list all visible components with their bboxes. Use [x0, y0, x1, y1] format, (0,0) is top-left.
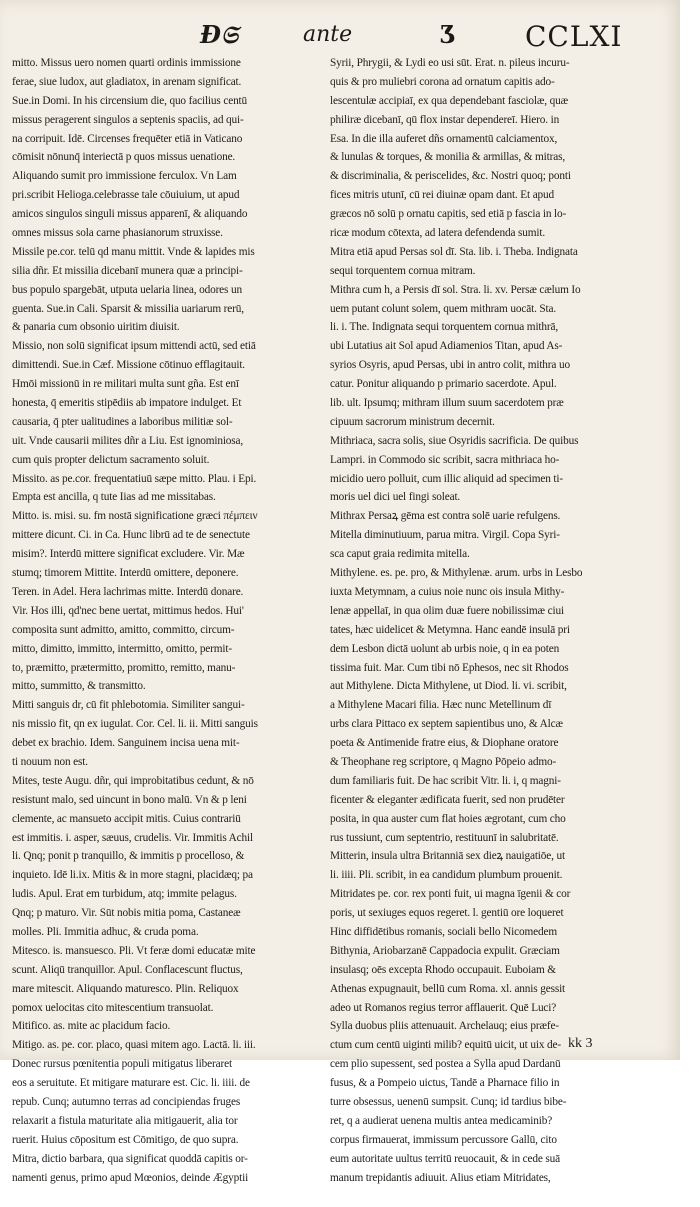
text-line: rus tussiunt, cum septentrio, restituunī in salubritatē. [330, 831, 559, 844]
text-line: bus populo spargebāt, utputa uelaria linea, odores un [12, 283, 242, 296]
text-line: eum autoritate uultus territū reuocauit, & in cede suā [330, 1152, 560, 1165]
text-line: ti nouum non est. [12, 755, 88, 768]
text-line: posita, in qua auster cum flat hoies ægrotant, cum cho [330, 812, 566, 825]
signature-mark: kk 3 [568, 1036, 593, 1051]
text-line: quis & pro muliebri corona ad ornatum capitis ado- [330, 75, 555, 88]
text-line: Mitra, dictio barbara, qua significat quoddā capitis or- [12, 1152, 248, 1165]
text-line: tates, hæc uidelicet & Metymna. Hanc eandē insulā pri [330, 623, 570, 636]
text-line: Mitigo. as. pe. cor. placo, quasi mitem ago. Lactā. li. iii. [12, 1039, 256, 1052]
text-line: dimittendi. Sue.in Cæf. Missione cōtinuo efflagitauit. [12, 359, 245, 372]
text-line: Qnq; p maturo. Vir. Sūt nobis mitia poma, Castaneæ [12, 907, 241, 920]
text-line: cum quis propter delictum sacramento soluit. [12, 453, 210, 466]
text-line: Syrii, Phrygii, & Lydi eo usi sūt. Erat. n. pileus incuru- [330, 57, 570, 69]
text-line: dem Lesbon dictā uolunt ab urbis noie, q in ea poten [330, 642, 560, 655]
text-line: Esa. In die illa auferet dñs ornamentū calciamentox, [330, 132, 558, 145]
text-line: Mitterin, insula ultra Britanniā sex dieꝝ nauigatiōe, ut [330, 850, 565, 863]
text-line: Mithylene. es. pe. pro, & Mithylenæ. arum. urbs in Lesbo [330, 567, 583, 580]
text-line: Mitella diminutiuum, parua mitra. Virgil. Copa Syri- [330, 529, 560, 542]
text-line: Mithrax Persaꝝ gēma est contra solē uarie refulgens. [330, 510, 561, 523]
text-line: li. iiii. Pli. scribit, in ea candidum plumbum prouenit. [330, 869, 563, 882]
text-line: cōmisit nōnunq̄ interiectā p quos missus uenatione. [12, 151, 236, 164]
text-line: poris, ut sexiuges equos regeret. l. gentiū ore loqueret [330, 907, 564, 920]
text-line: Missito. as pe.cor. frequentatiuū sæpe mitto. Plau. i Epi. [12, 472, 257, 485]
text-line: resistunt malo, sed uincunt in bono malū. Vn & p leni [12, 793, 247, 806]
text-line: mittere dicunt. Ci. in Ca. Hunc librū ad te de senectute [12, 529, 250, 542]
text-line: Vir. Hos illi, qd'nec bene uertat, mittimus hedos. Hui' [12, 604, 244, 617]
text-line: ricæ modum cōtexta, ad latera defendenda sumit. [330, 227, 546, 240]
text-line: moris uel dici uel fingi soleat. [330, 491, 461, 504]
text-line: est immitis. i. asper, sæuus, crudelis. Vir. Immitis Achil [12, 831, 253, 844]
text-line: Mitti sanguis dr, cū fit phlebotomia. Similiter sangui- [12, 699, 245, 712]
text-line: cem plio supessent, sed postea a Sylla apud Dardanū [330, 1058, 561, 1071]
text-line: to, præmitto, prætermitto, promitto, remitto, manu- [12, 661, 236, 674]
header-ornament-mid: Ʒ [440, 20, 456, 49]
text-line: uit. Vnde causarii milites dñr a Liu. Est ignominiosa, [12, 434, 244, 447]
text-line: catur. Ponitur aliquando p primario sacerdote. Apul. [330, 378, 557, 391]
text-line: micidio uero polluit, cum illic aliquid ad specimen ti- [330, 472, 564, 485]
text-line: missus peragerent singulos a septenis spaciis, ad qui- [12, 113, 244, 126]
text-line: Empta est ancilla, q tute Iias ad me missitabas. [12, 491, 216, 504]
text-line: na corripuit. Idē. Circenses frequēter etiā in Vaticano [12, 132, 243, 145]
text-line: li. i. The. Indignata sequi torquentem cornua mithrā, [330, 321, 559, 334]
text-line: li. Qnq; ponit p tranquillo, & immitis p procelloso, & [12, 850, 245, 863]
text-line: Bithynia, Ariobarzanē Cappadocia expulit. Græciam [330, 944, 560, 957]
text-line: ferae, siue ludox, aut gladiatox, in arenam significat. [12, 75, 242, 88]
text-line: corpus firmauerat, immissum percussore Gallū, cito [330, 1133, 557, 1146]
text-line: iuxta Metymnam, a cuius noie nunc ois insula Mithy- [330, 585, 565, 598]
folio-number: CCLXI [525, 20, 623, 53]
text-line: eos a seruitute. Et mitigare maturare est. Cic. li. iiii. de [12, 1077, 250, 1090]
right-text-column [330, 54, 646, 1187]
text-line: Aliquando sumit pro immissione ferculox. Vn Lam [12, 170, 237, 183]
text-line: ludis. Apul. Erat em turbidum, atq; immite pelagus. [12, 888, 237, 901]
text-line: Mitridates pe. cor. rex ponti fuit, ui magna īgenii & cor [330, 888, 571, 901]
text-line: mitto, dimitto, immitto, intermitto, omitto, permit- [12, 642, 233, 655]
text-line: ret, q a audierat uenena multis antea medicaminib? [330, 1114, 553, 1127]
text-line: poeta & Antimenide fratre eius, & Diophane oratore [330, 737, 559, 750]
text-line: guenta. Sue.in Cali. Sparsit & missilia uariarum rerū, [12, 302, 244, 315]
header-word: ante [303, 22, 353, 47]
text-line: Mitifico. as. mite ac placidum facio. [12, 1020, 171, 1033]
text-line: adeo ut Romanos regius terror afflauerit. Quē Luci? [330, 1001, 557, 1014]
text-line: tissima fuit. Mar. Cum tibi nō Ephesos, nec sit Rhodos [330, 661, 569, 674]
text-line: sequi torquentem cornua mitram. [330, 264, 476, 277]
text-line: mare mitescit. Aliquando maturesco. Plin. Reliquox [12, 982, 239, 995]
text-line: amicos singulos singuli missus apparenī, & aliquando [12, 208, 248, 221]
text-line: inquieto. Idē li.ix. Mitis & in more stagni, placidæq; pa [12, 869, 253, 882]
text-line: fices mitris utunī, cū rei diuinæ opam dant. Et apud [330, 189, 555, 202]
text-line: Mithriaca, sacra solis, siue Osyridis sacrificia. De quibus [330, 434, 579, 447]
text-line: ruerit. Huius cōpositum est Cōmitigo, de quo supra. [12, 1133, 239, 1146]
text-line: mitto. Missus uero nomen quarti ordinis immissione [12, 57, 241, 69]
text-line: Lampri. in Commodo sic scribit, sacra mithriaca ho- [330, 453, 560, 466]
text-line: debet ex brachio. Idem. Sanguinem incisa uena mit- [12, 737, 240, 750]
text-line: stumq; timorem Mittite. Interdū omittere, deponere. [12, 567, 239, 580]
text-line: repub. Cunq; autumno terras ad concipiendas fruges [12, 1095, 241, 1108]
text-line: molles. Pli. Immitia adhuc, & cruda poma. [12, 925, 199, 938]
text-line: relaxarit a fistula maturitate alia mitigauerit, alia tor [12, 1114, 238, 1127]
text-line: Mithra cum h, a Persis dī sol. Stra. li. xv. Persæ cælum Io [330, 283, 581, 296]
text-line: ctum cum centū uiginti milib? equitū uicit, ut uix de- [330, 1039, 561, 1052]
text-line: misim?. Interdū mittere significat excludere. Vir. Mæ [12, 548, 245, 561]
text-line: silia dñr. Et missilia dicebanī munera quæ a principi- [12, 264, 243, 277]
text-line: Teren. in Adel. Hera lachrimas mitte. Interdū donare. [12, 585, 244, 598]
text-line: honesta, q̄ emeritis stipēdiis ab impatore indulget. Et [12, 397, 242, 410]
left-text-column [12, 54, 316, 1187]
text-line: græcos nō solū p ornatu capitis, sed etiā p fascia in lo- [330, 208, 567, 221]
text-line: nis missio fit, qn ex iugulat. Cor. Cel. li. ii. Mitti sanguis [12, 718, 258, 731]
text-line: lenæ appellaī, in qua olim duæ fuere nobilissimæ ciui [330, 604, 564, 617]
text-line: fusus, & a Pompeio uictus, Tandē a Pharnace filio in [330, 1077, 560, 1090]
text-line: namenti genus, primo apud Mœonios, deinde Ægyptii [12, 1171, 249, 1184]
text-line: Mitto. is. misi. su. fm nostā significatione græci πέμπειν [12, 510, 258, 523]
text-line: Missile pe.cor. telū qd manu mittit. Vnde & lapides mis [12, 245, 255, 258]
text-line: Mitra etiā apud Persas sol dī. Sta. lib. i. Theba. Indignata [330, 245, 578, 258]
text-line: pomox uelocitas cito mitescentium transuolat. [12, 1001, 214, 1014]
text-line: turre obsessus, uenenū sumpsit. Cunq; id tardius bibe- [330, 1095, 567, 1108]
text-line: clemente, ac mansueto accipit mitis. Cuius contrariū [12, 812, 241, 825]
text-line: lescentulæ accipiaī, ex qua dependebant fasciolæ, quæ [330, 94, 568, 107]
text-line: urbs clara Pittaco ex septem sapientibus uno, & Alcæ [330, 718, 563, 731]
text-line: Athenas expugnauit, bellū cum Roma. xl. annis gessit [330, 982, 566, 995]
text-line: pri.scribit Helioga.celebrasse tale cōuiuium, ut apud [12, 189, 240, 202]
text-line: & Theophane reg scriptore, q Magno Pōpeio admo- [330, 755, 557, 768]
text-line: scunt. Aliqū tranquillor. Apul. Conflacescunt fluctus, [12, 963, 243, 976]
text-line: dum familiaris fuit. De hac scribit Vitr. li. i, q magni- [330, 774, 561, 787]
text-line: & panaria cum obsonio uiritim diuisit. [12, 321, 180, 334]
text-line: Sue.in Domi. In his circensium die, quo facilius centū [12, 94, 248, 107]
running-header [0, 20, 680, 56]
text-line: Sylla duobus pliis attenuauit. Archelauq; eius præfe- [330, 1020, 559, 1033]
text-line: & lunulas & torques, & monilia & armillas, & mitras, [330, 151, 566, 164]
text-line: Missio, non solū significat ipsum mittendi actū, sed etiā [12, 340, 256, 353]
text-line: a Mithylene Macari filia. Hæc nunc Metellinum dī [330, 699, 552, 712]
text-line: Mites, teste Augu. dñr, qui improbitatibus cedunt, & nō [12, 774, 254, 787]
text-line: mitto, summitto, & transmitto. [12, 680, 146, 693]
text-line: manum trepidantis adiuuit. Alius etiam Mitridates, [330, 1171, 551, 1184]
text-line: Mitesco. is. mansuesco. Pli. Vt feræ domi educatæ mite [12, 944, 256, 957]
text-line: ubi Lutatius ait Sol apud Adiamenios Titan, apud As- [330, 340, 563, 353]
text-line: omnes missus sola carne phasianorum struxisse. [12, 227, 223, 240]
text-line: aut Mithylene. Dicta Mithylene, ut Diod. li. vi. scribit, [330, 680, 567, 693]
text-line: Hinc diffidētibus romanis, sociali bello Nicomedem [330, 925, 557, 938]
text-line: lib. ult. Ipsumq; mithram illum suum sacerdotem præ [330, 397, 564, 410]
text-line: insulasq; oēs excepta Rhodo occupauit. Euboiam & [330, 963, 556, 976]
text-line: sca caput graia redimita mitella. [330, 548, 470, 561]
text-line: syrios Osyris, apud Persas, ubi in antro colit, mithra uo [330, 359, 570, 372]
header-ornament-left: Ɖ𝔖 [200, 20, 238, 49]
text-line: Hmōi missionū in re militari multa sunt gña. Est enī [12, 378, 239, 391]
text-line: causaria, q̄ pter ualitudines a laboribus militiæ sol- [12, 415, 233, 428]
text-line: Donec rursus pœnitentia populi mitigatus liberaret [12, 1058, 232, 1071]
text-line: philiræ dicebanī, qū flox instar dependereī. Hiero. in [330, 113, 560, 126]
text-line: composita sunt admitto, amitto, committo, circum- [12, 623, 235, 636]
text-line: cipuum sacrorum ministrum decernit. [330, 415, 495, 428]
text-line: uem putant colunt solem, quem mithram uocāt. Sta. [330, 302, 557, 315]
text-line: & discriminalia, & periscelides, &c. Nostri quoq; ponti [330, 170, 571, 183]
text-line: ficenter & eleganter ædificata fuerit, sed non prudēter [330, 793, 565, 806]
